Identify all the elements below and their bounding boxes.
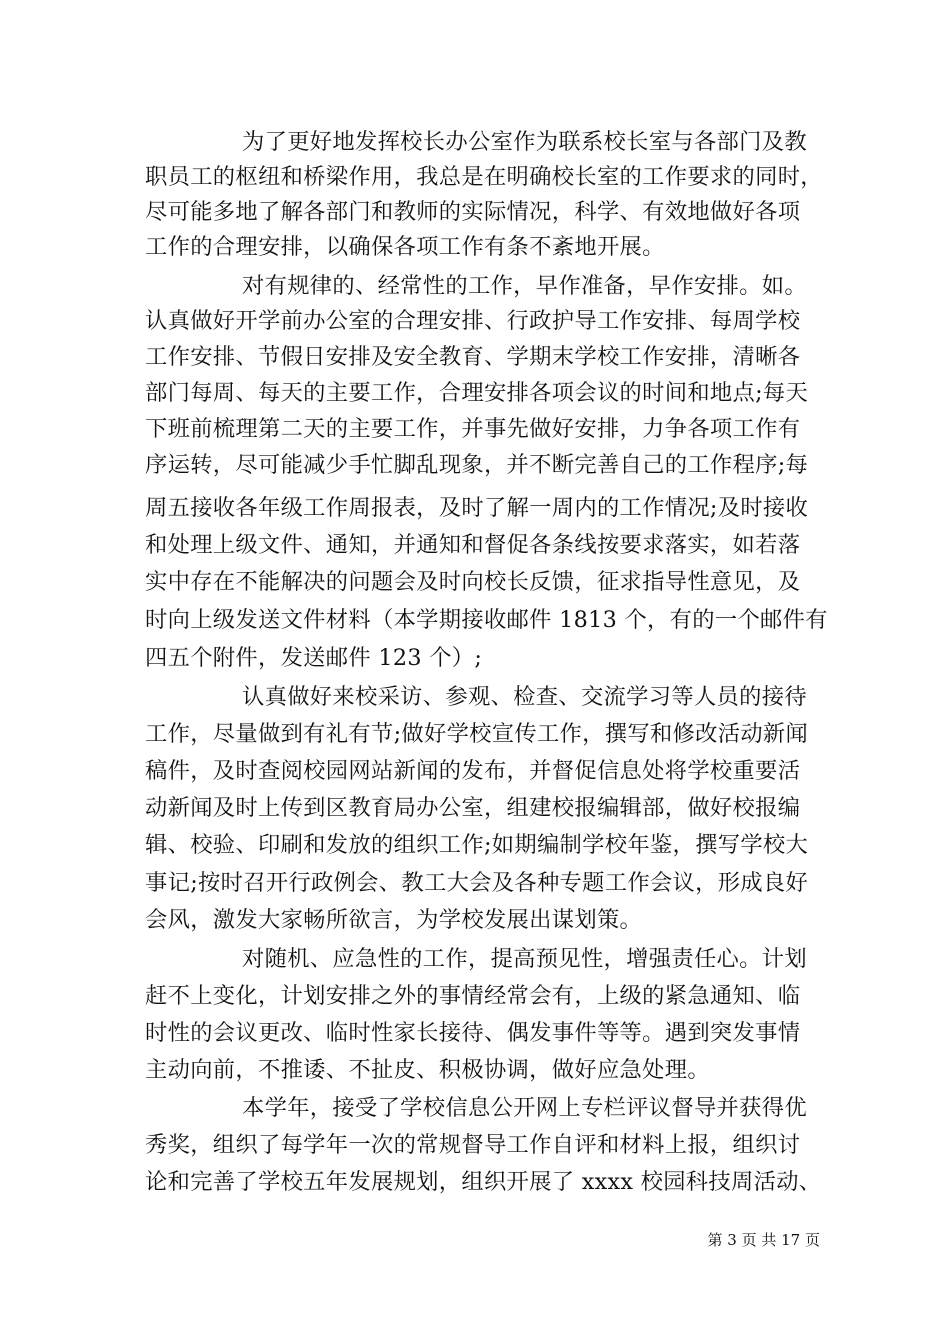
text-line: 序运转，尽可能减少手忙脚乱现象，并不断完善自己的工作程序;每 (145, 452, 809, 478)
text-line: 时性的会议更改、临时性家长接待、偶发事件等等。遇到突发事情 (145, 1020, 801, 1046)
text-line: 本学年，接受了学校信息公开网上专栏评议督导并获得优 (242, 1095, 807, 1121)
text-line: 工作的合理安排，以确保各项工作有条不紊地开展。 (145, 234, 665, 260)
text-line: 秀奖，组织了每学年一次的常规督导工作自评和材料上报，组织讨 (145, 1132, 801, 1158)
text-line: 下班前梳理第二天的主要工作，并事先做好安排，力争各项工作有 (145, 416, 801, 442)
text-line: 和处理上级文件、通知，并通知和督促各条线按要求落实，如若落 (145, 532, 801, 558)
text-line: 周五接收各年级工作周报表，及时了解一周内的工作情况;及时接收 (145, 495, 809, 521)
text-line: 主动向前，不推诿、不扯皮、积极协调，做好应急处理。 (145, 1057, 710, 1083)
text-line: 赶不上变化，计划安排之外的事情经常会有，上级的紧急通知、临 (145, 983, 801, 1009)
text-line: 辑、校验、印刷和发放的组织工作;如期编制学校年鉴，撰写学校大 (145, 832, 809, 858)
text-line: 实中存在不能解决的问题会及时向校长反馈，征求指导性意见，及 (145, 569, 801, 595)
text-line: 工作安排、节假日安排及安全教育、学期末学校工作安排，清晰各 (145, 344, 801, 370)
text-line: 四五个附件，发送邮件 123 个）; (145, 645, 483, 671)
text-line: 时向上级发送文件材料（本学期接收邮件 1813 个，有的一个邮件有 (145, 607, 828, 633)
text-line: 尽可能多地了解各部门和教师的实际情况，科学、有效地做好各项 (145, 199, 801, 225)
text-line: 论和完善了学校五年发展规划，组织开展了 xxxx 校园科技周活动、 (145, 1169, 822, 1195)
text-line: 工作，尽量做到有礼有节;做好学校宣传工作，撰写和修改活动新闻 (145, 721, 809, 747)
text-line: 职员工的枢纽和桥梁作用，我总是在明确校长室的工作要求的同时， (145, 164, 823, 190)
text-line: 动新闻及时上传到区教育局办公室，组建校报编辑部，做好校报编 (145, 795, 801, 821)
text-line: 对随机、应急性的工作，提高预见性，增强责任心。计划 (242, 946, 807, 972)
text-line: 事记;按时召开行政例会、教工大会及各种专题工作会议，形成良好 (145, 870, 809, 896)
text-line: 认真做好来校采访、参观、检查、交流学习等人员的接待 (242, 684, 807, 710)
text-line: 会风，激发大家畅所欲言，为学校发展出谋划策。 (145, 907, 643, 933)
text-line: 对有规律的、经常性的工作，早作准备，早作安排。如。 (242, 273, 807, 299)
text-line: 为了更好地发挥校长办公室作为联系校长室与各部门及教 (242, 129, 807, 155)
text-line: 稿件，及时查阅校园网站新闻的发布，并督促信息处将学校重要活 (145, 758, 801, 784)
page-footer: 第 3 页 共 17 页 (707, 1231, 820, 1249)
text-line: 认真做好开学前办公室的合理安排、行政护导工作安排、每周学校 (145, 308, 801, 334)
text-line: 部门每周、每天的主要工作，合理安排各项会议的时间和地点;每天 (145, 380, 809, 406)
